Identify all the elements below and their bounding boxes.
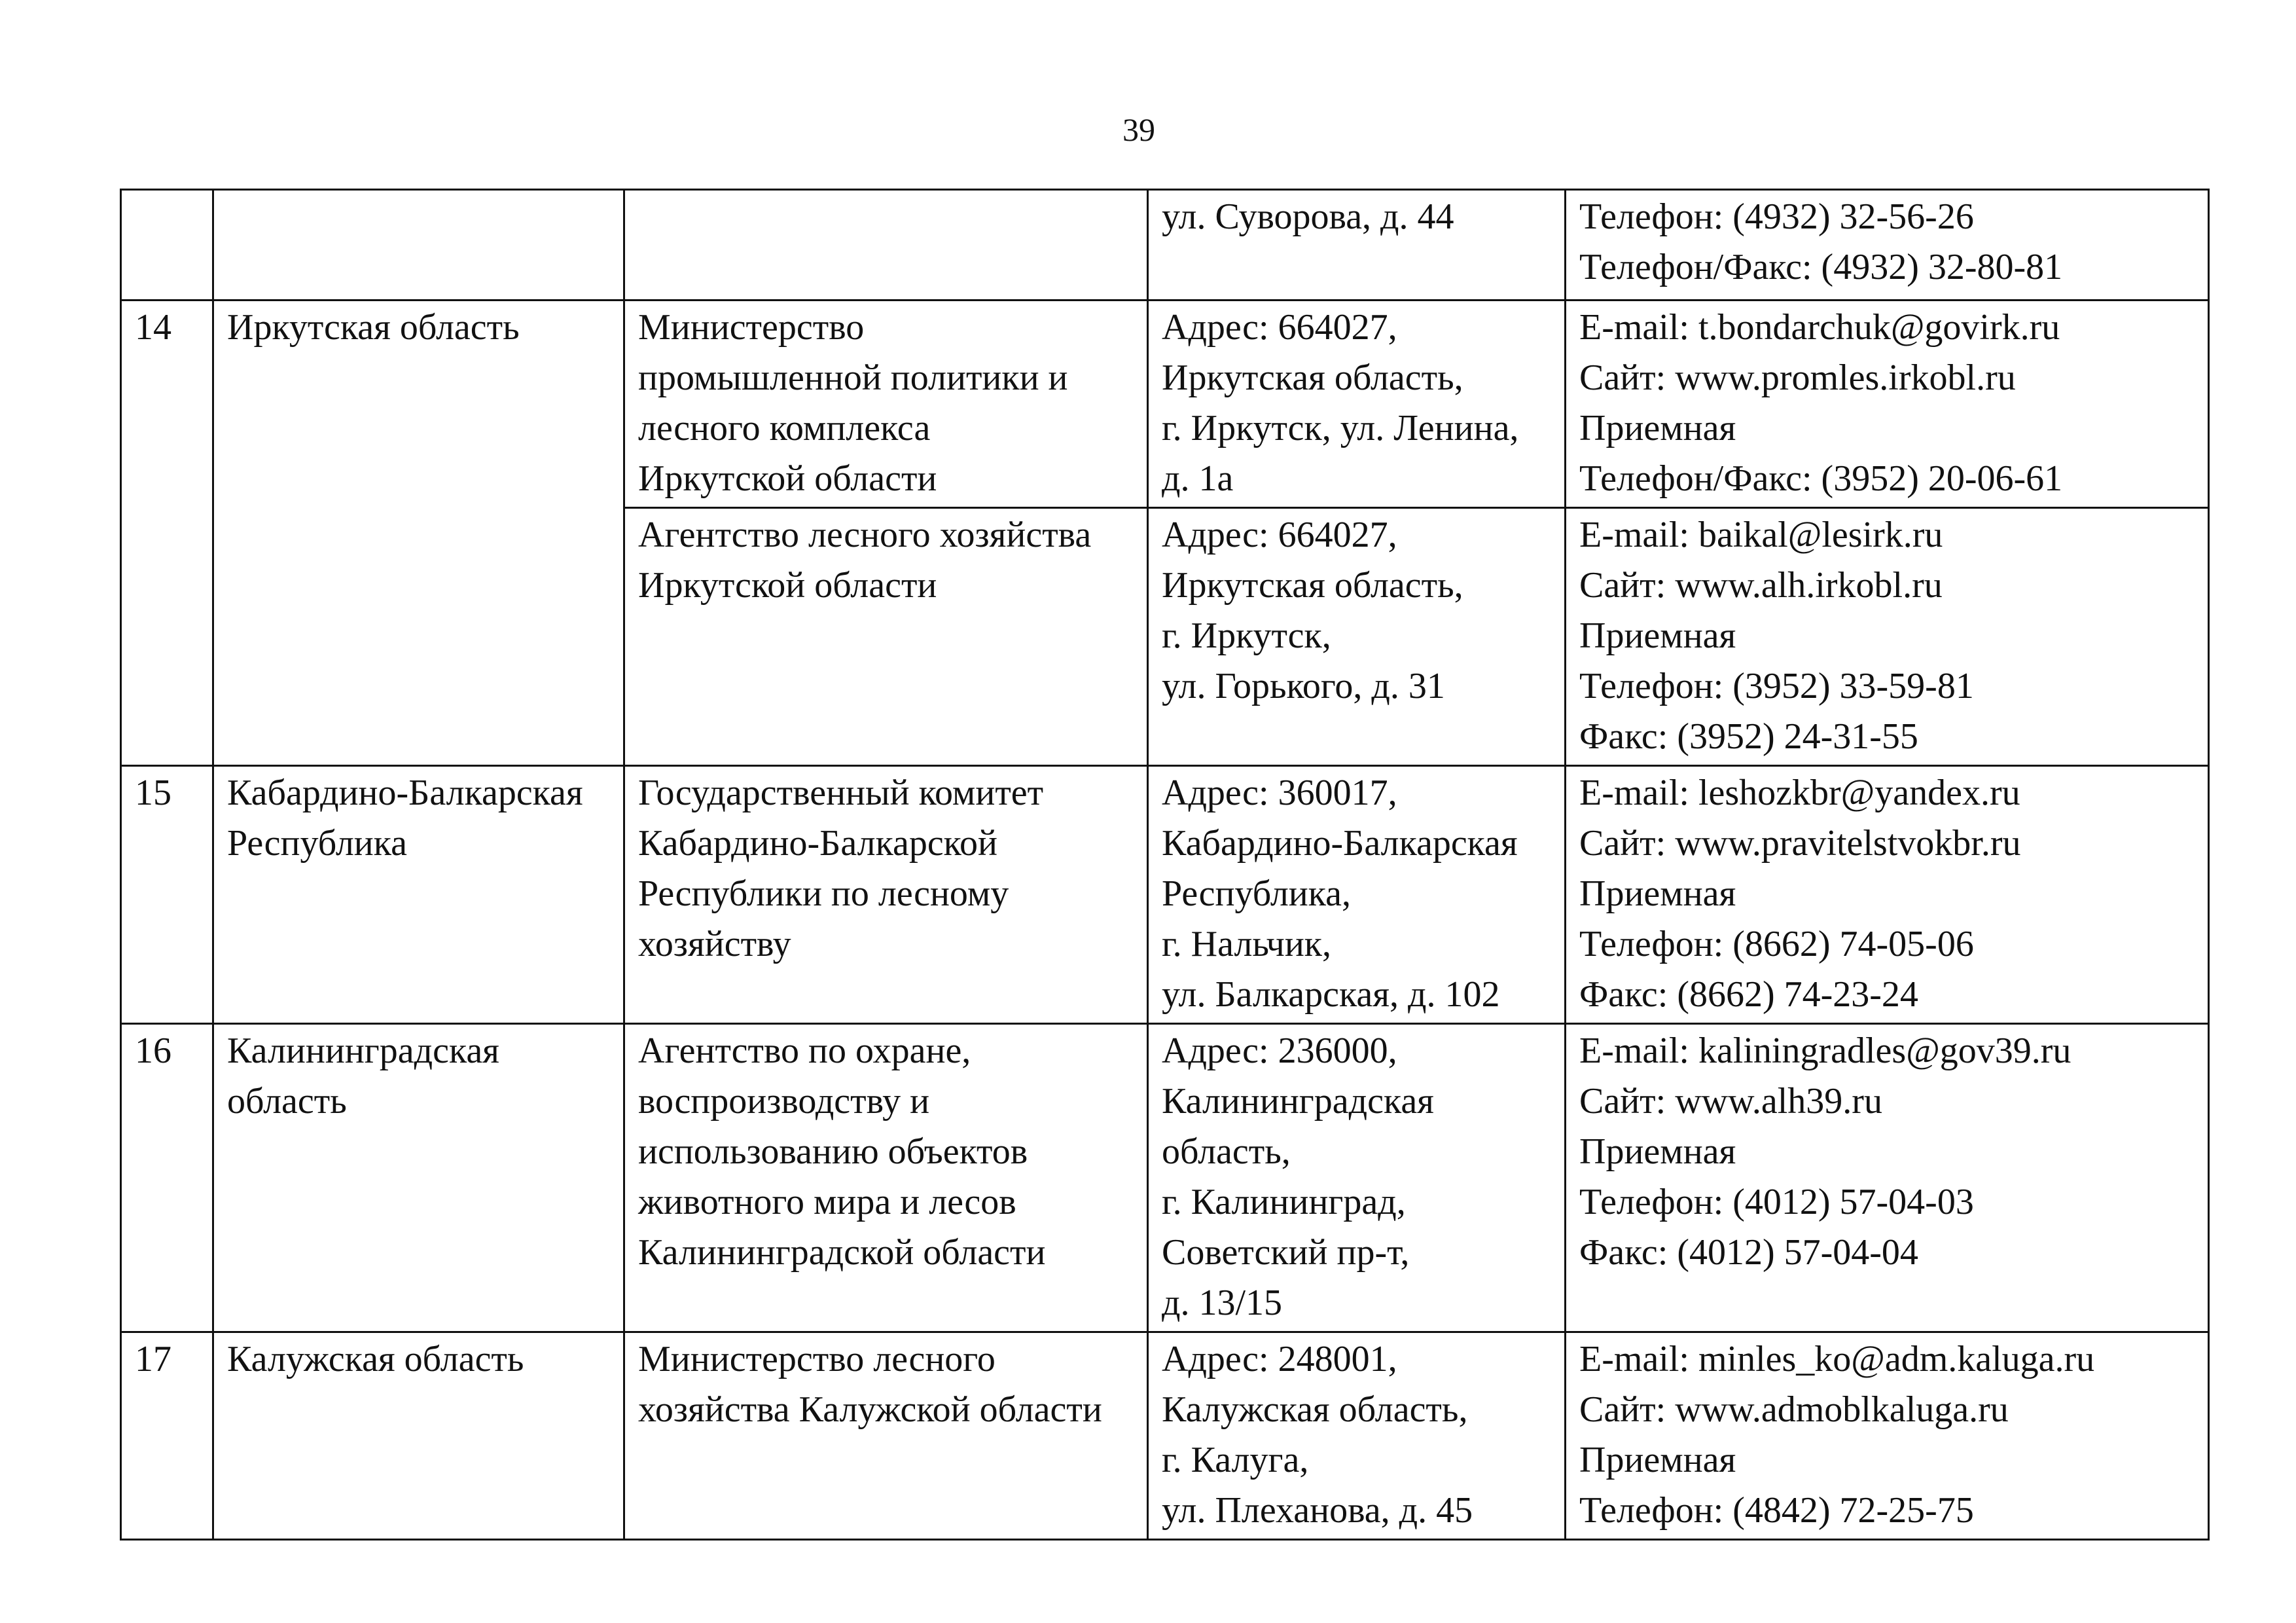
region-name: Иркутская область (227, 307, 520, 348)
address-cell (1148, 766, 1566, 1024)
address-line: Кабардино-Балкарская (1162, 823, 1518, 864)
table-row (121, 301, 2209, 508)
address-line: Калужская область, (1162, 1389, 1468, 1430)
organization-line: Иркутской области (638, 565, 937, 606)
address-cell (1148, 1024, 1566, 1332)
row-number-cell (121, 1024, 213, 1332)
organization-line: воспроизводству и (638, 1081, 930, 1122)
reception-label: Приемная (1579, 873, 1736, 914)
phone-line: Телефон: (4842) 72-25-75 (1579, 1490, 1974, 1531)
address-line: ул. Балкарская, д. 102 (1162, 974, 1500, 1015)
reception-label: Приемная (1579, 615, 1736, 656)
reception-label: Приемная (1579, 1440, 1736, 1480)
organization-line: Министерство лесного (638, 1339, 996, 1379)
address-line: Калининградская (1162, 1081, 1434, 1122)
website-line: Сайт: www.pravitelstvokbr.ru (1579, 823, 2021, 864)
website-line: Сайт: www.promles.irkobl.ru (1579, 357, 2016, 398)
address-line: Адрес: 236000, (1162, 1030, 1397, 1071)
organization-line: Министерство (638, 307, 865, 348)
table-row (121, 766, 2209, 1024)
address-line: ул. Плеханова, д. 45 (1162, 1490, 1473, 1531)
organization-cell (624, 1332, 1148, 1540)
region-cell (213, 1024, 624, 1332)
region-name: Калужская область (227, 1339, 524, 1379)
contacts-cell (1566, 301, 2209, 508)
address-line: Советский пр-т, (1162, 1232, 1410, 1273)
address-line: г. Калининград, (1162, 1182, 1406, 1222)
address-cell (1148, 301, 1566, 508)
address-line: Иркутская область, (1162, 565, 1463, 606)
organization-line: Агентство по охране, (638, 1030, 971, 1071)
table-row (121, 190, 2209, 301)
row-number-cell (121, 1332, 213, 1540)
phone-line: Телефон: (4932) 32-56-26 (1579, 196, 1974, 237)
organization-line: Агентство лесного хозяйства (638, 515, 1092, 555)
address-line: Адрес: 664027, (1162, 515, 1397, 555)
address-line: г. Нальчик, (1162, 924, 1331, 964)
page-number: 39 (1122, 111, 1155, 148)
contacts-cell (1566, 1024, 2209, 1332)
address-line: ул. Суворова, д. 44 (1162, 196, 1454, 237)
row-number-cell (121, 301, 213, 766)
organization-line: хозяйства Калужской области (638, 1389, 1102, 1430)
row-number: 14 (135, 307, 171, 348)
reception-label: Приемная (1579, 408, 1736, 448)
address-line: ул. Горького, д. 31 (1162, 666, 1445, 706)
table-row (121, 1332, 2209, 1540)
phone-line: Телефон: (4012) 57-04-03 (1579, 1182, 1974, 1222)
address-line: область, (1162, 1131, 1291, 1172)
email-line: E-mail: leshozkbr@yandex.ru (1579, 773, 2020, 813)
website-line: Сайт: www.admoblkaluga.ru (1579, 1389, 2009, 1430)
organization-cell (624, 766, 1148, 1024)
address-line: Иркутская область, (1162, 357, 1463, 398)
row-number: 17 (135, 1339, 171, 1379)
address-line: г. Иркутск, ул. Ленина, (1162, 408, 1519, 448)
phone-line: Телефон: (3952) 33-59-81 (1579, 666, 1974, 706)
fax-line: Факс: (8662) 74-23-24 (1579, 974, 1918, 1015)
organization-line: Государственный комитет (638, 773, 1044, 813)
organization-cell (624, 301, 1148, 508)
region-cell (213, 766, 624, 1024)
region-cell (213, 1332, 624, 1540)
phone-fax-line: Телефон/Факс: (3952) 20-06-61 (1579, 458, 2063, 499)
fax-line: Факс: (4012) 57-04-04 (1579, 1232, 1918, 1273)
email-line: E-mail: baikal@lesirk.ru (1579, 515, 1943, 555)
address-line: Адрес: 360017, (1162, 773, 1397, 813)
contacts-cell (1566, 1332, 2209, 1540)
table-row (121, 1024, 2209, 1332)
row-number: 15 (135, 773, 171, 813)
organization-line: Иркутской области (638, 458, 937, 499)
phone-fax-line: Телефон/Факс: (4932) 32-80-81 (1579, 247, 2063, 287)
phone-line: Телефон: (8662) 74-05-06 (1579, 924, 1974, 964)
address-cell (1148, 1332, 1566, 1540)
row-number: 16 (135, 1030, 171, 1071)
organization-cell (624, 190, 1148, 301)
fax-line: Факс: (3952) 24-31-55 (1579, 716, 1918, 757)
address-cell (1148, 190, 1566, 301)
organization-line: промышленной политики и (638, 357, 1068, 398)
email-line: E-mail: minles_ko@adm.kaluga.ru (1579, 1339, 2095, 1379)
organization-line: Республики по лесному (638, 873, 1009, 914)
organization-line: Кабардино-Балкарской (638, 823, 998, 864)
forestry-authorities-table (120, 189, 2210, 1541)
address-line: д. 1а (1162, 458, 1234, 499)
website-line: Сайт: www.alh39.ru (1579, 1081, 1882, 1122)
address-line: г. Калуга, (1162, 1440, 1309, 1480)
region-name: Кабардино-Балкарская (227, 773, 583, 813)
email-line: E-mail: kaliningradles@gov39.ru (1579, 1030, 2072, 1071)
row-number-cell (121, 766, 213, 1024)
address-line: г. Иркутск, (1162, 615, 1331, 656)
contacts-cell (1566, 508, 2209, 766)
address-cell (1148, 508, 1566, 766)
contacts-cell (1566, 766, 2209, 1024)
address-line: Республика, (1162, 873, 1351, 914)
organization-line: Калининградской области (638, 1232, 1046, 1273)
region-cell (213, 190, 624, 301)
organization-cell (624, 1024, 1148, 1332)
organization-line: лесного комплекса (638, 408, 931, 448)
region-name: Калининградская (227, 1030, 499, 1071)
region-cell (213, 301, 624, 766)
address-line: Адрес: 664027, (1162, 307, 1397, 348)
contacts-cell (1566, 190, 2209, 301)
reception-label: Приемная (1579, 1131, 1736, 1172)
organization-cell (624, 508, 1148, 766)
address-line: д. 13/15 (1162, 1283, 1283, 1323)
row-number-cell (121, 190, 213, 301)
email-line: E-mail: t.bondarchuk@govirk.ru (1579, 307, 2060, 348)
organization-line: использованию объектов (638, 1131, 1028, 1172)
organization-line: животного мира и лесов (638, 1182, 1016, 1222)
region-name: Республика (227, 823, 407, 864)
website-line: Сайт: www.alh.irkobl.ru (1579, 565, 1943, 606)
region-name: область (227, 1081, 347, 1122)
address-line: Адрес: 248001, (1162, 1339, 1397, 1379)
organization-line: хозяйству (638, 924, 791, 964)
